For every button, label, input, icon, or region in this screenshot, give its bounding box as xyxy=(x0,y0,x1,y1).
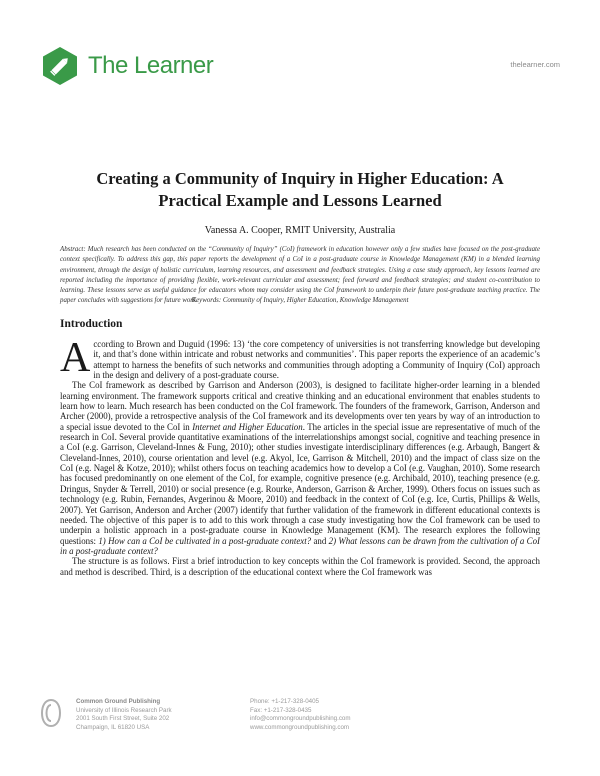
paragraph-1-text: ccording to Brown and Duguid (1996: 13) ‘the core competency of universities is not transferring knowledge but developing it, and that’s done within intricate and robust networks and communities’. This paper reports the experience of an academic’s attempt to harness the benefits of such networks and communities through adopting a Community of Inquiry (CoI) approach in the design and delivery of a post-graduate course. xyxy=(93,339,540,381)
journal-name: Internet and Higher Education xyxy=(192,421,303,432)
publisher-name: Common Ground Publishing xyxy=(76,698,161,705)
title-line-1: Creating a Community of Inquiry in Higher Education: A xyxy=(96,169,504,188)
paragraph-2 xyxy=(60,380,540,556)
fax: Fax: +1-217-328-0435 xyxy=(250,706,312,714)
journal-header xyxy=(40,46,560,86)
paragraph-1 xyxy=(60,335,540,381)
publisher-footer xyxy=(40,696,560,756)
research-question-1: 1) How can a CoI be cultivated in a post-graduate context? xyxy=(98,535,312,546)
article-body xyxy=(60,335,540,577)
keywords: Keywords: Community of Inquiry, Higher Education, Knowledge Management xyxy=(191,297,409,304)
address-line-2: 2001 South First Street, Suite 202 xyxy=(76,715,170,723)
site-url[interactable]: thelearner.com xyxy=(510,60,560,69)
abstract: Abstract: Much research has been conducted on the “Community of Inquiry” (CoI) framework in education however only a few studies have focused on the post-graduate context specifically. To address this gap, this paper reports the development of a CoI in a post-graduate course in Knowledge Management (KM) in a blended learning environment, through the design of holistic curriculum, learning resources, and assessment and feedback strategies. Using a case study approach, key lessons learned are reported including the importance of providing flexible, work-relevant curricular and assessment; feed forward and feedback strategies; and student co-contribution to learning. These lessons serve as useful guidance for educators whom may consider using the CoI framework to underpin their future post-graduate teaching practice. The paper concludes with suggestions for future work. xyxy=(60,246,540,305)
drop-cap: A xyxy=(60,335,91,381)
publisher-contact xyxy=(250,698,351,732)
web-link[interactable]: www.commongroundpublishing.com xyxy=(250,723,350,731)
section-heading-introduction: Introduction xyxy=(60,318,123,330)
publisher-address xyxy=(76,698,172,732)
paragraph-2-text-b: . The articles in the special issue are representative of much of the research in CoI. Several provide quantitative examinations of the interrelationships amongst social, cognitive and teaching presence in a CoI (e.g. Garrison, Cleveland-Innes & Fung, 2010); other studies investigate interdisciplinary differences (e.g. Arbaugh, Bangert & Cleveland-Innes, 2010), course orientation and level (e.g. Akyol, Ice, Garrison & Mitchell, 2010) and the impact of class size on the CoI (e.g. Nagel & Kotze, 2010); whilst others focus on teaching academics how to develop a CoI (e.g. Vaughan, 2010). Some research has focused predominantly on one element of the CoI, for example, cognitive presence (e.g. Archibald, 2010), teaching presence (e.g. Dringus, Snyder & Terrell, 2010) or social presence (e.g. Rourke, Anderson, Garrison & Archer, 1999). Others focus on issues such as technology (e.g. Rubin, Fernandes, Avgerinou & Moore, 2010) and feedback in the context of CoI (e.g. Ice, Curtis, Phillips & Wells, 2007). Yet Garrison, Anderson and Archer (2007) identify that further validation of the framework in different educational contexts is needed. The objective of this paper is to add to this work through a case study investigating how the CoI framework can be used to underpin a holistic approach in a post-graduate course in Knowledge Management (KM). The research explores the following questions: xyxy=(60,421,540,546)
paragraph-2-and: and xyxy=(311,535,329,546)
paragraph-2-text-a: The CoI framework as described by Garrison and Anderson (2003), is designed to facilitate higher-order learning in a blended learning environment. The framework supports critical and creative thinking and an educational environment that enables students to learn how to learn. Much research has been conducted on the CoI framework. The founders of the framework, Garrison, Anderson and Archer (2000), provide a retrospective analysis of the CoI framework and its developments over ten years by way of an introduction to a special issue devoted to the CoI in xyxy=(60,380,540,432)
pencil-hexagon-icon xyxy=(40,46,80,86)
article-title xyxy=(60,168,540,212)
journal-logo-text: The Learner xyxy=(88,52,214,79)
research-question-2: 2) What lessons can be drawn from the cultivation of a CoI in a post-graduate context? xyxy=(60,535,540,556)
address-line-3: Champaign, IL 61820 USA xyxy=(76,723,150,731)
title-line-2: Practical Example and Lessons Learned xyxy=(158,191,442,210)
phone: Phone: +1-217-328-0405 xyxy=(250,698,319,705)
paragraph-3: The structure is as follows. First a brief introduction to key concepts within the CoI framework is provided. Second, the approach and method is described. Third, is a description of the educational context where the CoI framework was xyxy=(60,556,540,577)
address-line-1: University of Illinois Research Park xyxy=(76,706,172,714)
author-line: Vanessa A. Cooper, RMIT University, Australia xyxy=(204,225,396,236)
email-link[interactable]: info@commongroundpublishing.com xyxy=(250,715,351,723)
common-ground-icon xyxy=(40,698,62,728)
